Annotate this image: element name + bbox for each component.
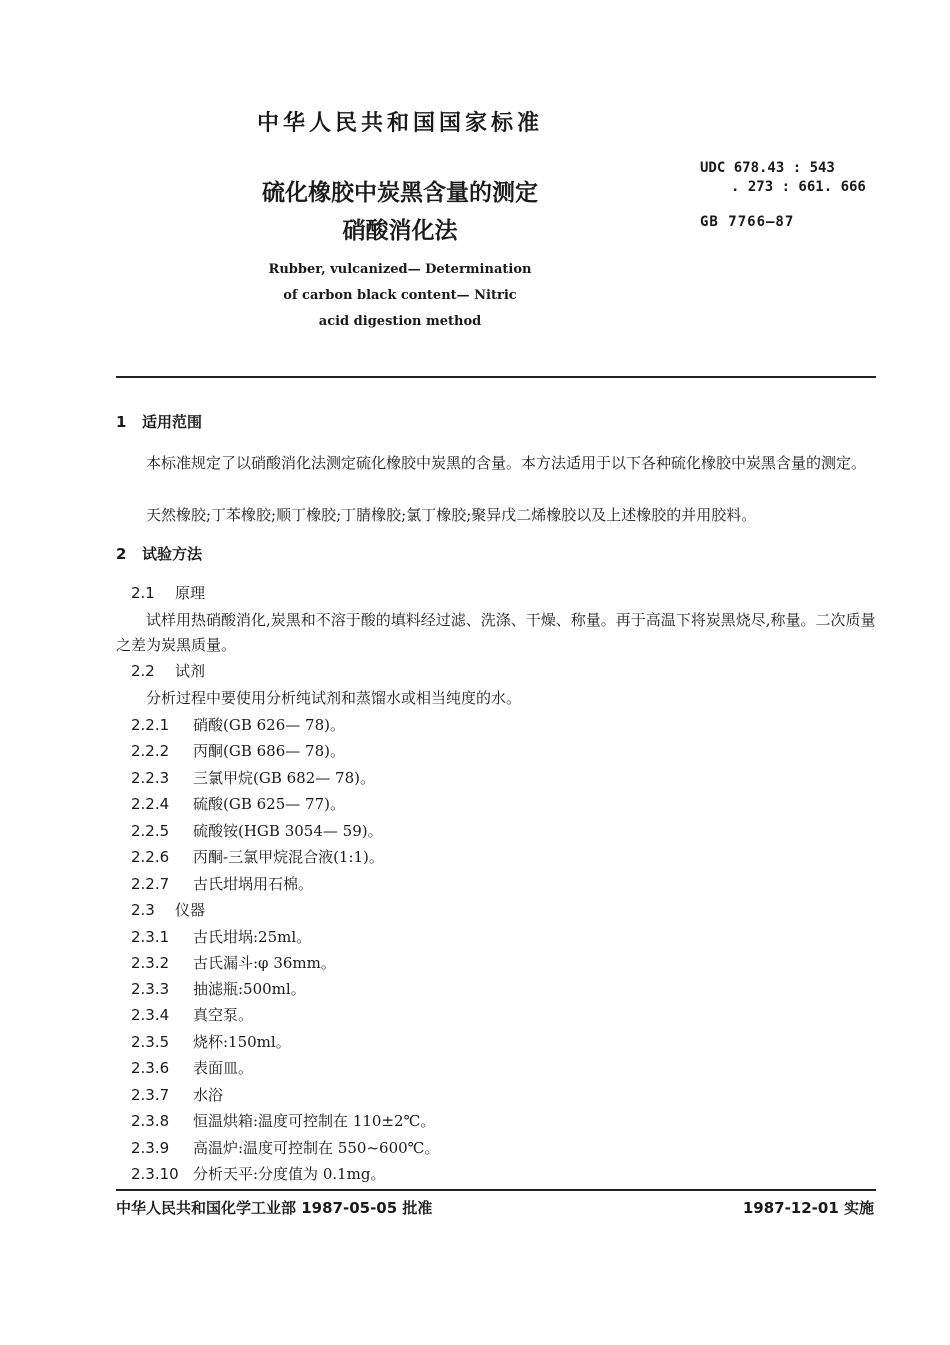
item-number: 2.3.10 [131,1165,179,1183]
item-number: 2.2.5 [131,822,170,840]
list-item [131,793,345,814]
list-item [131,978,306,999]
udc-code-line1: UDC 678.43 : 543 [700,160,835,176]
item-text: 古氏坩埚用石棉。 [193,875,314,893]
item-number: 2.2.1 [131,716,170,734]
item-text: 烧杯:150ml。 [193,1033,291,1051]
item-text: 硫酸(GB 625— 77)。 [193,795,345,813]
gb-number: GB 7766—87 [700,214,795,230]
header-divider [116,376,876,378]
subsection-2-3-heading [131,899,205,920]
list-item [131,1084,223,1105]
list-item [131,926,311,947]
section-1-heading [116,411,202,432]
item-number: 2.3.2 [131,954,170,972]
section-number: 2 [116,545,127,563]
list-item [131,767,375,788]
item-text: 抽滤瓶:500ml。 [193,980,306,998]
item-number: 2.3.1 [131,928,170,946]
list-item [131,1137,439,1158]
list-item [131,1031,291,1052]
rubber-types-paragraph: 天然橡胶;丁苯橡胶;顺丁橡胶;丁腈橡胶;氯丁橡胶;聚异戊二烯橡胶以及上述橡胶的并用胶料。 [146,506,757,524]
item-number: 2.2.3 [131,769,170,787]
item-text: 硝酸(GB 626— 78)。 [193,716,345,734]
list-item [131,740,345,761]
subsection-number: 2.2 [131,662,155,680]
item-text: 三氯甲烷(GB 682— 78)。 [193,769,375,787]
document-subtitle: 硝酸消化法 [342,218,458,244]
list-item [131,714,345,735]
english-title-line3: acid digestion method [318,314,482,329]
item-text: 恒温烘箱:温度可控制在 110±2℃。 [193,1112,436,1130]
item-number: 2.3.4 [131,1006,170,1024]
list-item [131,1110,435,1131]
subsection-title: 试剂 [175,662,206,680]
list-item [131,1057,253,1078]
item-number: 2.2.7 [131,875,170,893]
item-text: 丙酮-三氯甲烷混合液(1:1)。 [193,848,384,866]
item-text: 表面皿。 [193,1059,254,1077]
subsection-2-1-heading [131,582,205,603]
subsection-number: 2.3 [131,901,155,919]
list-item [131,1004,253,1025]
udc-code-line2: . 273 : 661. 666 [731,179,866,195]
item-number: 2.3.6 [131,1059,170,1077]
item-text: 真空泵。 [193,1006,254,1024]
national-standard-heading: 中华人民共和国国家标准 [256,111,543,136]
item-text: 硫酸铵(HGB 3054— 59)。 [193,822,383,840]
reagents-intro: 分析过程中要使用分析纯试剂和蒸馏水或相当纯度的水。 [146,689,522,707]
document-title: 硫化橡胶中炭黑含量的测定 [262,180,538,206]
scope-paragraph: 本标准规定了以硝酸消化法测定硫化橡胶中炭黑的含量。本方法适用于以下各种硫化橡胶中炭黑含量的测定。 [146,454,867,472]
section-2-heading [116,543,202,564]
item-number: 2.2.6 [131,848,170,866]
approval-line: 中华人民共和国化学工业部 1987-05-05 批准 [116,1199,433,1217]
item-text: 古氏漏斗:φ 36mm。 [193,954,336,972]
item-text: 古氏坩埚:25ml。 [193,928,312,946]
subsection-2-2-heading [131,660,205,681]
principle-paragraph: 试样用热硝酸消化,炭黑和不溶于酸的填料经过滤、洗涤、干燥、称量。再于高温下将炭黑烧尽,称量。二次质量之差为炭黑质量。 [116,611,876,654]
english-title-line2: of carbon black content— Nitric [283,288,517,303]
footer-divider [116,1189,876,1191]
section-number: 1 [116,413,127,431]
item-text: 丙酮(GB 686— 78)。 [193,742,345,760]
item-number: 2.3.3 [131,980,170,998]
subsection-number: 2.1 [131,584,155,602]
item-number: 2.3.9 [131,1139,170,1157]
subsection-title: 仪器 [175,901,206,919]
item-number: 2.3.7 [131,1086,170,1104]
list-item [131,952,336,973]
list-item [131,846,384,867]
subsection-title: 原理 [175,584,206,602]
item-number: 2.3.8 [131,1112,170,1130]
section-title: 试验方法 [142,545,203,563]
effective-date: 1987-12-01 实施 [742,1199,874,1217]
list-item [131,873,313,894]
section-title: 适用范围 [142,413,203,431]
item-number: 2.2.4 [131,795,170,813]
list-item [131,1163,386,1184]
item-number: 2.3.5 [131,1033,170,1051]
item-text: 分析天平:分度值为 0.1mg。 [193,1165,386,1183]
list-item [131,820,383,841]
item-text: 高温炉:温度可控制在 550~600℃。 [193,1139,440,1157]
item-number: 2.2.2 [131,742,170,760]
english-title-line1: Rubber, vulcanized— Determination [268,262,532,277]
item-text: 水浴 [193,1086,224,1104]
